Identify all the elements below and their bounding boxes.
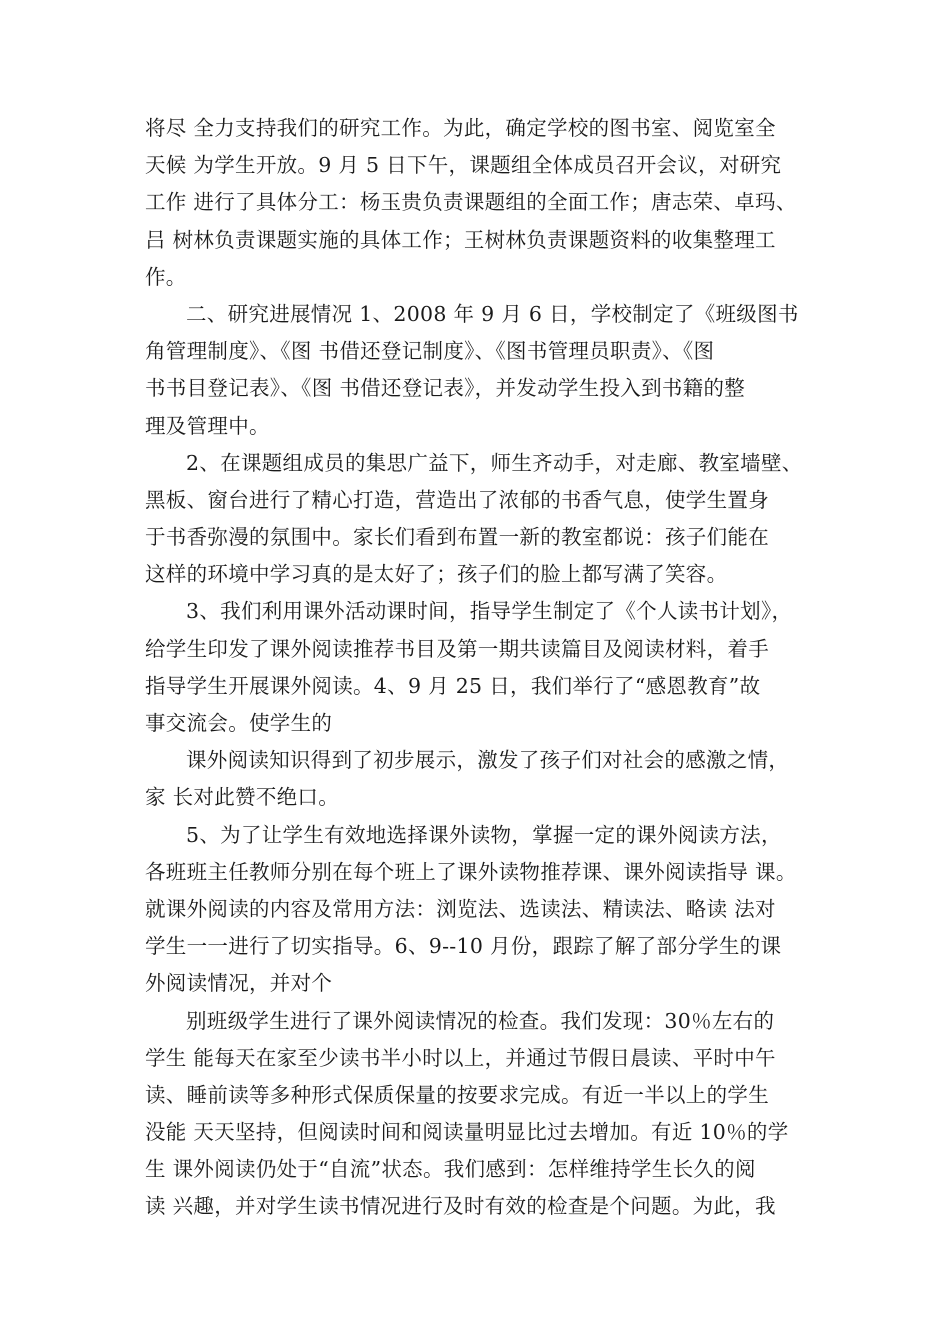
text-line: 作。	[145, 264, 187, 289]
text-line: 于书香弥漫的氛围中。家长们看到布置一新的教室都说：孩子们能在	[145, 525, 769, 550]
text-line: 理及管理中。	[145, 413, 270, 438]
text-line: 给学生印发了课外阅读推荐书目及第一期共读篇目及阅读材料，着手	[145, 636, 769, 661]
text-line: 事交流会。使学生的	[145, 711, 333, 735]
paragraph-start-line: 2、在课题组成员的集思广益下，师生齐动手，对走廊、教室墙壁、	[186, 450, 803, 475]
text-line: 就课外阅读的内容及常用方法：浏览法、选读法、精读法、略读 法对	[145, 896, 776, 921]
text-line: 天候 为学生开放。9 月 5 日下午，课题组全体成员召开会议，对研究	[145, 153, 782, 178]
text-line: 读、睡前读等多种形式保质保量的按要求完成。有近一半以上的学生	[145, 1082, 769, 1107]
paragraph-start-line: 5、为了让学生有效地选择课外读物，掌握一定的课外阅读方法，	[186, 822, 782, 847]
paragraph-start-line: 3、我们利用课外活动课时间，指导学生制定了《个人读书计划》，	[186, 599, 793, 624]
text-line: 外阅读情况，并对个	[145, 971, 333, 996]
paragraph-start-line: 课外阅读知识得到了初步展示，激发了孩子们对社会的感激之情，	[186, 748, 790, 773]
text-line: 黑板、窗台进行了精心打造，营造出了浓郁的书香气息，使学生置身	[145, 487, 769, 512]
text-line: 角管理制度》、《图 书借还登记制度》、《图书管理员职责》、《图	[145, 339, 715, 364]
paragraph-start-line: 别班级学生进行了课外阅读情况的检查。我们发现：30％左右的	[186, 1008, 775, 1033]
text-line: 工作 进行了具体分工：杨玉贵负责课题组的全面工作；唐志荣、卓玛、	[145, 190, 797, 215]
text-line: 各班班主任教师分别在每个班上了课外读物推荐课、课外阅读指导 课。	[145, 859, 797, 884]
text-line: 学生 能每天在家至少读书半小时以上，并通过节假日晨读、平时中午	[145, 1045, 776, 1070]
text-line: 生 课外阅读仍处于“自流”状态。我们感到：怎样维持学生长久的阅	[145, 1157, 756, 1182]
text-line: 这样的环境中学习真的是太好了；孩子们的脸上都写满了笑容。	[145, 562, 728, 587]
text-line: 指导学生开展课外阅读。4、9 月 25 日，我们举行了“感恩教育”故	[145, 673, 761, 698]
paragraph-start-line: 二、研究进展情况 1、2008 年 9 月 6 日，学校制定了《班级图书	[186, 301, 799, 326]
text-line: 学生一一进行了切实指导。6、9--10 月份，跟踪了解了部分学生的课	[145, 934, 782, 959]
text-line: 家 长对此赞不绝口。	[145, 785, 340, 810]
text-line: 书书目登记表》、《图 书借还登记表》，并发动学生投入到书籍的整	[145, 376, 746, 401]
text-line: 没能 天天坚持，但阅读时间和阅读量明显比过去增加。有近 10％的学	[145, 1120, 789, 1145]
text-line: 吕 树林负责课题实施的具体工作；王树林负责课题资料的收集整理工	[145, 227, 776, 252]
text-line: 将尽 全力支持我们的研究工作。为此，确定学校的图书室、阅览室全	[145, 116, 776, 140]
text-line: 读 兴趣，并对学生读书情况进行及时有效的检查是个问题。为此，我	[145, 1194, 776, 1219]
document-body	[145, 110, 815, 1226]
